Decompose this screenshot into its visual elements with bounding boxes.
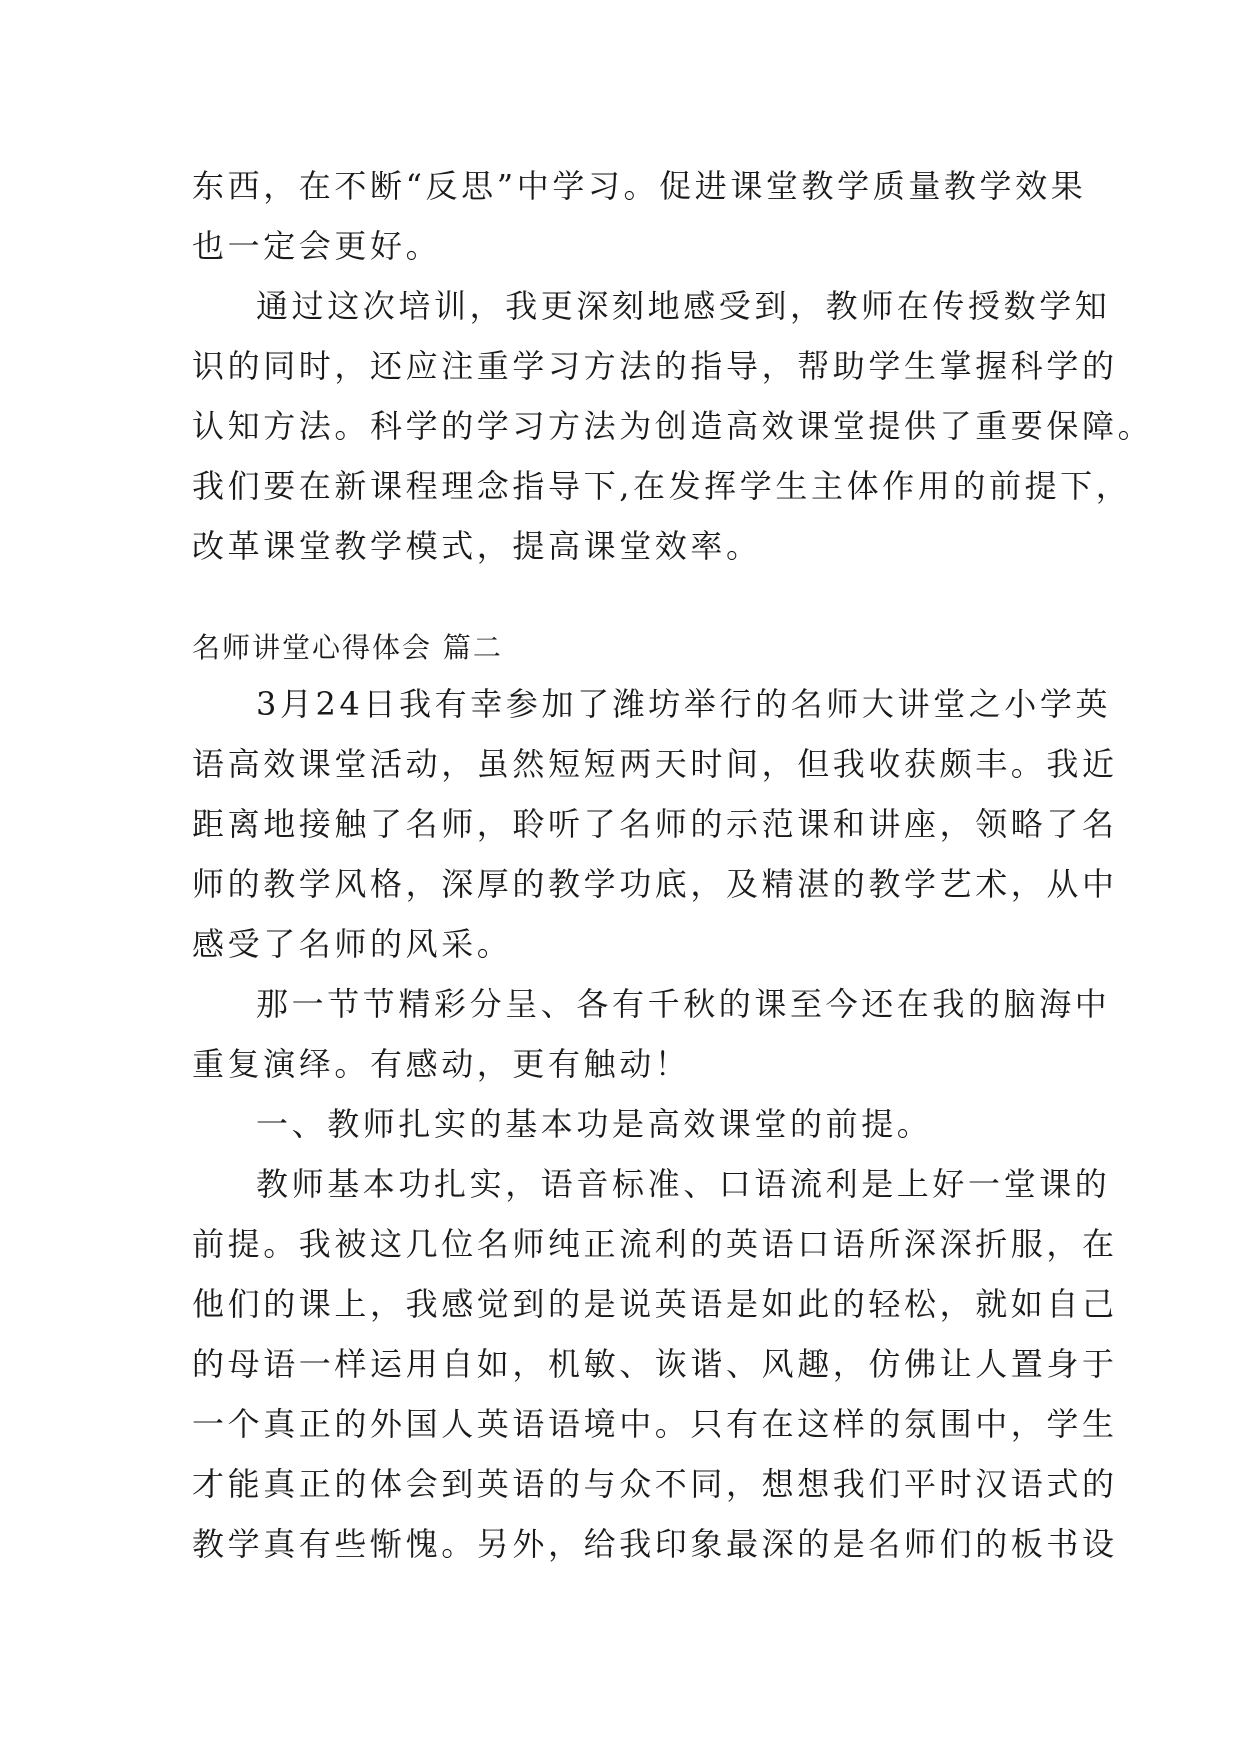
body-text-line: 改革课堂教学模式，提高课堂效率。	[192, 527, 762, 565]
body-text-line: 教学真有些惭愧。另外，给我印象最深的是名师们的板书设	[192, 1525, 1118, 1563]
body-text-line: 他们的课上，我感觉到的是说英语是如此的轻松，就如自己	[192, 1285, 1118, 1323]
body-text-line: 的母语一样运用自如，机敏、诙谐、风趣，仿佛让人置身于	[192, 1345, 1118, 1383]
body-text-line: 识的同时，还应注重学习方法的指导，帮助学生掌握科学的	[192, 347, 1118, 385]
body-text-line: 一个真正的外国人英语语境中。只有在这样的氛围中，学生	[192, 1405, 1118, 1443]
body-text-line: 师的教学风格，深厚的教学功底，及精湛的教学艺术，从中	[192, 865, 1118, 903]
paragraph-first-line: 3月24日我有幸参加了潍坊举行的名师大讲堂之小学英	[256, 685, 1112, 723]
body-text-line: 东西，在不断“反思”中学习。促进课堂教学质量教学效果	[192, 167, 1087, 205]
subheading-line: 一、教师扎实的基本功是高效课堂的前提。	[256, 1105, 933, 1143]
body-text-line: 感受了名师的风采。	[192, 925, 513, 963]
paragraph-first-line: 通过这次培训，我更深刻地感受到，教师在传授数学知	[256, 287, 1111, 325]
section-heading: 名师讲堂心得体会 篇二	[192, 631, 503, 664]
body-text-line: 我们要在新课程理念指导下,在发挥学生主体作用的前提下，	[192, 467, 1132, 505]
body-text-line: 语高效课堂活动，虽然短短两天时间，但我收获颇丰。我近	[192, 745, 1118, 783]
body-text-line: 重复演绎。有感动，更有触动！	[192, 1045, 691, 1083]
body-text-line: 认知方法。科学的学习方法为创造高效课堂提供了重要保障。	[192, 407, 1154, 445]
paragraph-first-line: 教师基本功扎实，语音标准、口语流利是上好一堂课的	[256, 1165, 1111, 1203]
body-text-line: 前提。我被这几位名师纯正流利的英语口语所深深折服，在	[192, 1225, 1118, 1263]
body-text-line: 距离地接触了名师，聆听了名师的示范课和讲座，领略了名	[192, 805, 1118, 843]
body-text-line: 也一定会更好。	[192, 227, 442, 265]
paragraph-first-line: 那一节节精彩分呈、各有千秋的课至今还在我的脑海中	[256, 985, 1111, 1023]
body-text-line: 才能真正的体会到英语的与众不同，想想我们平时汉语式的	[192, 1465, 1118, 1503]
